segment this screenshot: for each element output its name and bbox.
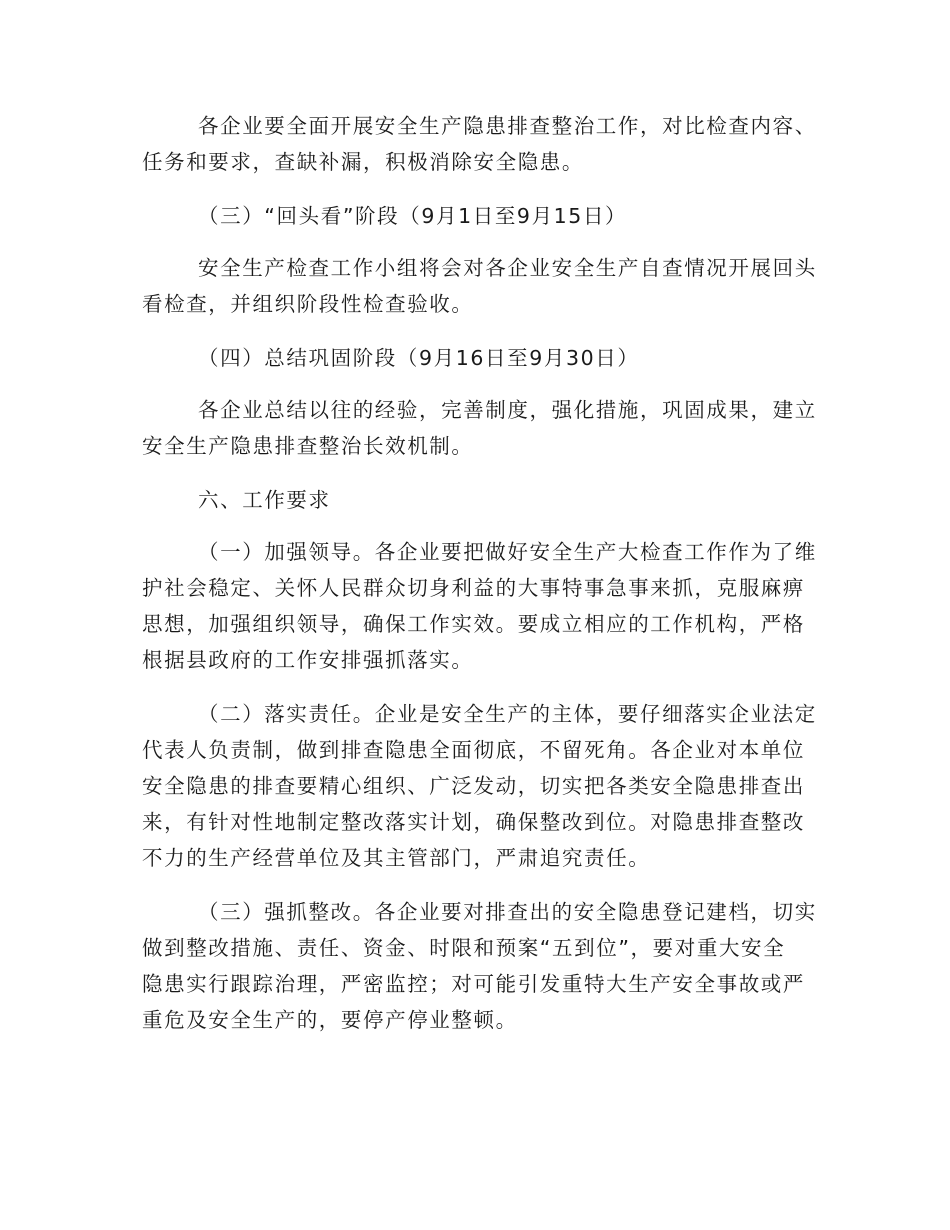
paragraph-stage-3-body [142,250,817,322]
paragraph-line: 重危及安全生产的，要停产停业整顿。 [142,1008,518,1032]
paragraph-line: 安全隐患的排查要精心组织、广泛发动，切实把各类安全隐患排查出 [142,774,805,798]
paragraph-check-work [142,108,817,180]
paragraph-line: （二）落实责任。企业是安全生产的主体，要仔细落实企业法定 [198,702,817,726]
paragraph-line: 根据县政府的工作安排强抓落实。 [142,648,474,672]
paragraph-line: 看检查，并组织阶段性检查验收。 [142,292,474,316]
paragraph-line: （三）“回头看”阶段（9月1日至9月15日） [198,204,628,228]
paragraph-line: 六、工作要求 [198,488,331,512]
paragraph-line: 各企业总结以往的经验，完善制度，强化措施，巩固成果，建立 [198,398,817,422]
stage-4-heading [142,340,810,376]
paragraph-line: 隐患实行跟踪治理，严密监控；对可能引发重特大生产安全事故或严 [142,972,805,996]
paragraph-line: （一）加强领导。各企业要把做好安全生产大检查工作作为了维 [198,540,817,564]
paragraph-line: 不力的生产经营单位及其主管部门，严肃追究责任。 [142,846,651,870]
stage-3-heading [142,198,810,234]
paragraph-line: 任务和要求，查缺补漏，积极消除安全隐患。 [142,150,584,174]
paragraph-requirement-3 [142,894,817,1038]
paragraph-line: （三）强抓整改。各企业要对排查出的安全隐患登记建档，切实 [198,900,817,924]
section-6-heading [142,482,810,518]
paragraph-line: 思想，加强组织领导，确保工作实效。要成立相应的工作机构，严格 [142,612,805,636]
paragraph-stage-4-body [142,392,817,464]
paragraph-requirement-2 [142,696,817,876]
paragraph-line: 护社会稳定、关怀人民群众切身利益的大事特事急事来抓，克服麻痹 [142,576,805,600]
paragraph-requirement-1 [142,534,817,678]
paragraph-line: 代表人负责制，做到排查隐患全面彻底，不留死角。各企业对本单位 [142,738,805,762]
paragraph-line: 来，有针对性地制定整改落实计划，确保整改到位。对隐患排查整改 [142,810,805,834]
paragraph-line: （四）总结巩固阶段（9月16日至9月30日） [198,346,640,370]
paragraph-line: 做到整改措施、责任、资金、时限和预案“五到位”，要对重大安全 [142,936,786,960]
paragraph-line: 安全生产隐患排查整治长效机制。 [142,434,474,458]
paragraph-line: 安全生产检查工作小组将会对各企业安全生产自查情况开展回头 [198,256,817,280]
paragraph-line: 各企业要全面开展安全生产隐患排查整治工作，对比检查内容、 [198,114,817,138]
